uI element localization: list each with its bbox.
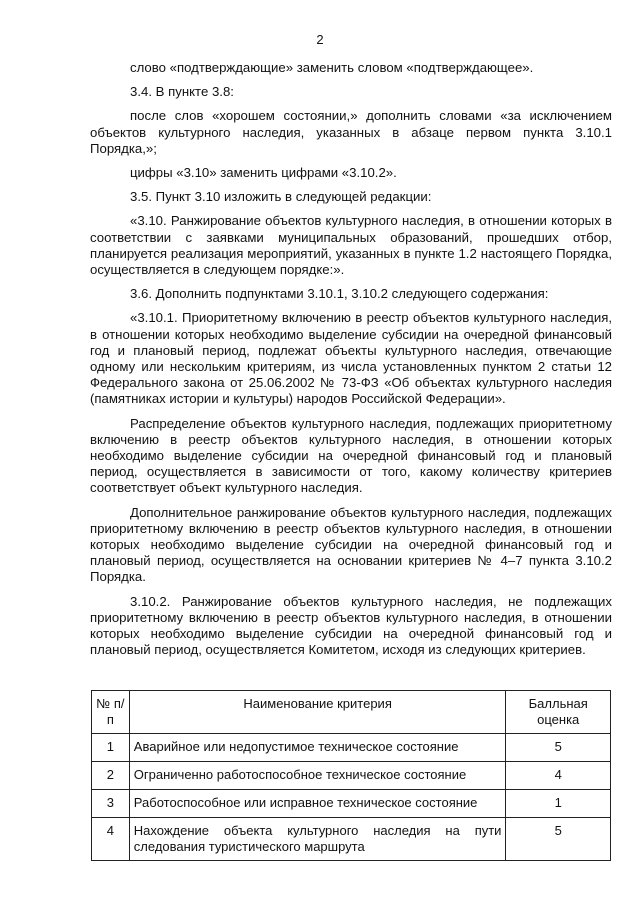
table-row [92, 790, 611, 818]
paragraph: Распределение объектов культурного наследия, подлежащих приоритетному включению в реестр объектов культурного наследия, в отношении которых необходимо выделение субсидии на очередной финансовый год и плановый период, осуществляется в зависимости от того, какому количеству критериев соответствует объект культурного наследия. [90, 415, 612, 496]
paragraph: слово «подтверждающие» заменить словом «подтверждающее». [130, 60, 534, 75]
row-number: 4 [92, 818, 130, 861]
row-number: 2 [92, 762, 130, 790]
header-score: Балльная оценка [506, 691, 611, 734]
paragraph: 3.6. Дополнить подпунктами 3.10.1, 3.10.2 следующего содержания: [130, 286, 549, 302]
row-number: 3 [92, 790, 130, 818]
paragraph: 3.4. В пункте 3.8: [130, 84, 234, 100]
table-row [92, 762, 611, 790]
paragraph: «3.10. Ранжирование объектов культурного наследия, в отношении которых в соответствии с заявками муниципальных образований, прошедших отбор, планируется реализация мероприятий, указанных в пункте 1.2 настоящего Порядка, осуществляется в следующем порядке:». [90, 213, 612, 278]
criteria-table [91, 690, 611, 861]
row-number: 1 [92, 734, 130, 762]
row-score: 1 [506, 790, 611, 818]
paragraph: «3.10.1. Приоритетному включению в реестр объектов культурного наследия, в отношении которых необходимо выделение субсидии на очередной финансовый год и плановый период, подлежат объекты культурного наследия, отвечающие одному или нескольким критериям, из числа установленных пунктом 2 статьи 12 Федерального закона от 25.06.2002 № 73-ФЗ «Об объектах культурного наследия (памятниках истории и культуры) народов Российской Федерации». [90, 310, 612, 407]
row-criterion-name: Нахождение объекта культурного наследия на пути следования туристического маршрута [129, 818, 506, 861]
header-number: № п/п [92, 691, 130, 734]
table-header-row [92, 691, 611, 734]
row-score: 5 [506, 734, 611, 762]
row-score: 4 [506, 762, 611, 790]
page-number: 2 [316, 32, 324, 47]
paragraph: 3.5. Пункт 3.10 изложить в следующей редакции: [130, 189, 432, 205]
paragraph: Дополнительное ранжирование объектов культурного наследия, подлежащих приоритетному включению в реестр объектов культурного наследия, в отношении которых необходимо выделение субсидии на очередной финансовый год и плановый период, осуществляется на основании критериев № 4–7 пункта 3.10.2 Порядка. [90, 504, 612, 585]
table-row [92, 734, 611, 762]
table-row [92, 818, 611, 861]
document-body [90, 60, 612, 659]
paragraph: после слов «хорошем состоянии,» дополнить словами «за исключением объектов культурного наследия, указанных в абзаце первом пункта 3.10.1 Порядка,»; [90, 108, 612, 156]
row-criterion-name: Работоспособное или исправное техническое состояние [129, 790, 506, 818]
row-criterion-name: Аварийное или недопустимое техническое состояние [129, 734, 506, 762]
row-score: 5 [506, 818, 611, 861]
row-criterion-name: Ограниченно работоспособное техническое состояние [129, 762, 506, 790]
paragraph: 3.10.2. Ранжирование объектов культурного наследия, не подлежащих приоритетному включению в реестр объектов культурного наследия, в отношении которых необходимо выделение субсидии на очередной финансовый год и плановый период, осуществляется Комитетом, исходя из следующих критериев. [90, 593, 612, 658]
header-criterion-name: Наименование критерия [129, 691, 506, 734]
paragraph: цифры «3.10» заменить цифрами «3.10.2». [130, 165, 397, 181]
